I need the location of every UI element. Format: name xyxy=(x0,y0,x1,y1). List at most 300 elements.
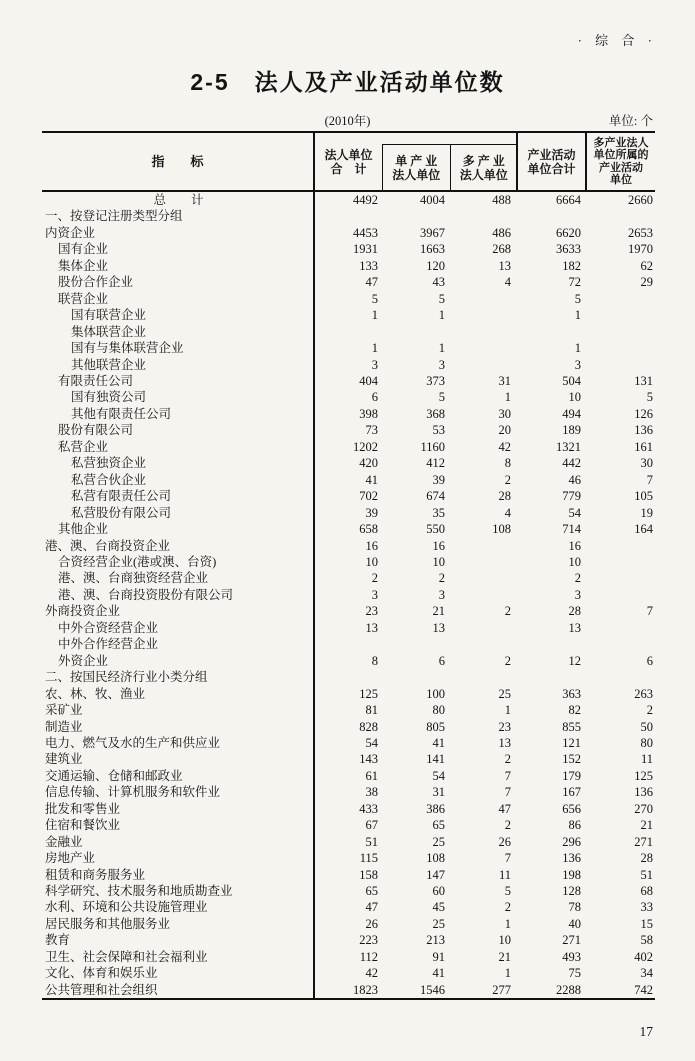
table-row xyxy=(42,653,655,669)
col-header-activity-units-of-multi: 多产业法人 单位所属的 产业活动 单位 xyxy=(593,136,649,186)
cell-activity-units-total: 271 xyxy=(562,933,581,948)
cell-activity-units-total: 72 xyxy=(568,275,581,290)
cell-activity-units-of-multi: 15 xyxy=(640,916,653,931)
cell-activity-units-of-multi: 105 xyxy=(634,489,653,504)
col-header-multi-industry-legal-units: 多 产 业 法人单位 xyxy=(450,145,518,190)
cell-activity-units-of-multi: 80 xyxy=(640,735,653,750)
cell-single-industry-legal-units: 368 xyxy=(426,406,445,421)
unit-note: 单位: 个 xyxy=(608,114,653,128)
cell-activity-units-total: 10 xyxy=(568,390,581,405)
row-label: 水利、环境和公共设施管理业 xyxy=(45,900,208,915)
section-corner-label: · 综 合 · xyxy=(577,33,657,48)
cell-single-industry-legal-units: 373 xyxy=(426,373,445,388)
cell-legal-units-total: 81 xyxy=(365,703,378,718)
cell-multi-industry-legal-units: 7 xyxy=(504,785,511,800)
cell-single-industry-legal-units: 43 xyxy=(432,275,445,290)
cell-activity-units-total: 54 xyxy=(568,505,581,520)
table-row xyxy=(42,357,655,373)
table-row xyxy=(42,340,655,356)
table-row xyxy=(42,916,655,932)
cell-activity-units-of-multi: 742 xyxy=(634,982,653,997)
cell-single-industry-legal-units: 39 xyxy=(432,472,445,487)
table-row xyxy=(42,965,655,981)
col-header-single-industry-legal-units: 单 产 业 法人单位 xyxy=(392,153,441,182)
table-row xyxy=(42,932,655,948)
cell-activity-units-total: 182 xyxy=(562,258,581,273)
cell-activity-units-of-multi: 164 xyxy=(634,522,653,537)
row-label: 国有与集体联营企业 xyxy=(71,341,184,356)
row-label: 农、林、牧、渔业 xyxy=(45,686,146,701)
cell-multi-industry-legal-units: 2 xyxy=(504,818,511,833)
cell-activity-units-of-multi: 21 xyxy=(640,818,653,833)
cell-activity-units-of-multi: 50 xyxy=(640,719,653,734)
table-row xyxy=(42,258,655,274)
row-label: 中外合作经营企业 xyxy=(58,637,159,652)
table-row xyxy=(42,784,655,800)
year-note: (2010年) xyxy=(324,114,371,128)
row-label: 中外合资经营企业 xyxy=(58,620,159,635)
row-label: 其他有限责任公司 xyxy=(71,406,172,421)
cell-legal-units-total: 1202 xyxy=(353,439,378,454)
cell-single-industry-legal-units: 100 xyxy=(426,686,445,701)
row-label: 私营企业 xyxy=(58,439,109,454)
row-label: 集体联营企业 xyxy=(71,324,147,339)
cell-multi-industry-legal-units: 2 xyxy=(504,653,511,668)
cell-legal-units-total: 26 xyxy=(365,916,378,931)
table-row xyxy=(42,982,655,998)
table-row xyxy=(42,883,655,899)
cell-activity-units-of-multi: 2653 xyxy=(628,225,653,240)
cell-multi-industry-legal-units: 25 xyxy=(498,686,511,701)
table-row xyxy=(42,834,655,850)
cell-activity-units-of-multi: 58 xyxy=(640,933,653,948)
cell-multi-industry-legal-units: 2 xyxy=(504,752,511,767)
row-label: 教育 xyxy=(45,933,71,948)
table-row xyxy=(42,455,655,471)
cell-legal-units-total: 65 xyxy=(365,884,378,899)
table-subhead xyxy=(42,111,653,129)
cell-legal-units-total: 10 xyxy=(365,554,378,569)
cell-legal-units-total: 23 xyxy=(365,604,378,619)
row-label: 内资企业 xyxy=(45,225,96,240)
cell-legal-units-total: 398 xyxy=(359,406,378,421)
cell-activity-units-of-multi: 7 xyxy=(646,604,653,619)
cell-multi-industry-legal-units: 1 xyxy=(504,966,511,981)
cell-activity-units-total: 1321 xyxy=(556,439,581,454)
cell-activity-units-total: 1 xyxy=(574,308,581,323)
cell-multi-industry-legal-units: 1 xyxy=(504,703,511,718)
cell-legal-units-total: 61 xyxy=(365,768,378,783)
cell-single-industry-legal-units: 10 xyxy=(432,554,445,569)
cell-legal-units-total: 51 xyxy=(365,834,378,849)
cell-legal-units-total: 73 xyxy=(365,423,378,438)
cell-multi-industry-legal-units: 5 xyxy=(504,884,511,899)
cell-single-industry-legal-units: 13 xyxy=(432,620,445,635)
cell-legal-units-total: 16 xyxy=(365,538,378,553)
cell-activity-units-total: 28 xyxy=(568,604,581,619)
row-label: 采矿业 xyxy=(45,703,83,718)
cell-multi-industry-legal-units: 1 xyxy=(504,916,511,931)
cell-single-industry-legal-units: 53 xyxy=(432,423,445,438)
table-row xyxy=(42,554,655,570)
cell-single-industry-legal-units: 6 xyxy=(438,653,445,668)
cell-activity-units-of-multi: 131 xyxy=(634,373,653,388)
row-label: 私营有限责任公司 xyxy=(71,489,172,504)
cell-multi-industry-legal-units: 4 xyxy=(504,275,511,290)
table-header xyxy=(42,131,655,192)
cell-activity-units-total: 16 xyxy=(568,538,581,553)
cell-single-industry-legal-units: 1 xyxy=(438,341,445,356)
cell-single-industry-legal-units: 1663 xyxy=(420,242,445,257)
row-label: 私营股份有限公司 xyxy=(71,505,172,520)
cell-activity-units-total: 179 xyxy=(562,768,581,783)
col-header-legal-units-total: 法人单位 合 计 xyxy=(324,147,373,176)
cell-legal-units-total: 133 xyxy=(359,258,378,273)
cell-activity-units-of-multi: 34 xyxy=(640,966,653,981)
cell-activity-units-of-multi: 125 xyxy=(634,768,653,783)
cell-legal-units-total: 42 xyxy=(365,966,378,981)
row-label: 集体企业 xyxy=(58,258,109,273)
cell-multi-industry-legal-units: 268 xyxy=(492,242,511,257)
row-label: 二、按国民经济行业小类分组 xyxy=(45,670,208,685)
cell-single-industry-legal-units: 25 xyxy=(432,834,445,849)
row-label: 港、澳、台商投资企业 xyxy=(45,538,171,553)
cell-legal-units-total: 223 xyxy=(359,933,378,948)
table-row xyxy=(42,636,655,652)
col-header-subgroup-box xyxy=(382,144,517,190)
table-row xyxy=(42,373,655,389)
cell-single-industry-legal-units: 41 xyxy=(432,735,445,750)
table-row xyxy=(42,291,655,307)
table-row xyxy=(42,686,655,702)
cell-legal-units-total: 1 xyxy=(371,308,378,323)
cell-single-industry-legal-units: 3967 xyxy=(420,225,445,240)
cell-single-industry-legal-units: 120 xyxy=(426,258,445,273)
cell-multi-industry-legal-units: 30 xyxy=(498,406,511,421)
row-label: 外商投资企业 xyxy=(45,604,121,619)
cell-activity-units-total: 128 xyxy=(562,884,581,899)
cell-legal-units-total: 8 xyxy=(371,653,378,668)
cell-single-industry-legal-units: 1546 xyxy=(420,982,445,997)
cell-activity-units-of-multi: 270 xyxy=(634,801,653,816)
cell-multi-industry-legal-units: 488 xyxy=(492,193,511,207)
table-row xyxy=(42,570,655,586)
row-label: 国有联营企业 xyxy=(71,308,147,323)
cell-single-industry-legal-units: 1160 xyxy=(420,439,445,454)
cell-single-industry-legal-units: 5 xyxy=(438,390,445,405)
row-label: 私营合伙企业 xyxy=(71,472,147,487)
cell-multi-industry-legal-units: 42 xyxy=(498,439,511,454)
cell-legal-units-total: 4453 xyxy=(353,225,378,240)
table-row xyxy=(42,735,655,751)
cell-single-industry-legal-units: 3 xyxy=(438,587,445,602)
cell-legal-units-total: 404 xyxy=(359,373,378,388)
cell-multi-industry-legal-units: 31 xyxy=(498,373,511,388)
row-label: 其他联营企业 xyxy=(71,357,147,372)
cell-activity-units-total: 5 xyxy=(574,291,581,306)
cell-legal-units-total: 143 xyxy=(359,752,378,767)
cell-legal-units-total: 47 xyxy=(365,900,378,915)
cell-multi-industry-legal-units: 8 xyxy=(504,456,511,471)
cell-multi-industry-legal-units: 13 xyxy=(498,258,511,273)
table-row xyxy=(42,867,655,883)
table-row xyxy=(42,406,655,422)
cell-activity-units-total: 136 xyxy=(562,851,581,866)
row-label: 私营独资企业 xyxy=(71,456,147,471)
table-row xyxy=(42,208,655,224)
row-label: 批发和零售业 xyxy=(45,801,121,816)
table-row xyxy=(42,274,655,290)
cell-activity-units-total: 442 xyxy=(562,456,581,471)
cell-single-industry-legal-units: 41 xyxy=(432,966,445,981)
table-row xyxy=(42,603,655,619)
cell-single-industry-legal-units: 1 xyxy=(438,308,445,323)
table-row xyxy=(42,768,655,784)
cell-activity-units-total: 189 xyxy=(562,423,581,438)
row-label: 房地产业 xyxy=(45,851,96,866)
cell-single-industry-legal-units: 60 xyxy=(432,884,445,899)
row-label: 居民服务和其他服务业 xyxy=(45,916,171,931)
body-divider-line xyxy=(313,192,315,998)
cell-single-industry-legal-units: 91 xyxy=(432,949,445,964)
cell-multi-industry-legal-units: 1 xyxy=(504,390,511,405)
table-row xyxy=(42,949,655,965)
col-header-indicator: 指 标 xyxy=(42,133,315,190)
cell-activity-units-total: 3633 xyxy=(556,242,581,257)
cell-single-industry-legal-units: 16 xyxy=(432,538,445,553)
cell-multi-industry-legal-units: 10 xyxy=(498,933,511,948)
cell-legal-units-total: 38 xyxy=(365,785,378,800)
row-label: 股份有限公司 xyxy=(58,423,134,438)
row-label: 国有企业 xyxy=(58,242,109,257)
cell-single-industry-legal-units: 674 xyxy=(426,489,445,504)
row-label: 港、澳、台商投资股份有限公司 xyxy=(58,587,234,602)
table-row xyxy=(42,620,655,636)
cell-legal-units-total: 39 xyxy=(365,505,378,520)
cell-activity-units-of-multi: 402 xyxy=(634,949,653,964)
cell-activity-units-of-multi: 7 xyxy=(646,472,653,487)
table-row xyxy=(42,587,655,603)
cell-multi-industry-legal-units: 108 xyxy=(492,522,511,537)
cell-legal-units-total: 433 xyxy=(359,801,378,816)
cell-multi-industry-legal-units: 20 xyxy=(498,423,511,438)
row-label: 交通运输、仓储和邮政业 xyxy=(45,768,183,783)
cell-single-industry-legal-units: 21 xyxy=(432,604,445,619)
cell-activity-units-of-multi: 263 xyxy=(634,686,653,701)
table-row xyxy=(42,538,655,554)
page-title: 2-5 法人及产业活动单位数 xyxy=(190,69,505,95)
cell-multi-industry-legal-units: 26 xyxy=(498,834,511,849)
cell-legal-units-total: 112 xyxy=(359,949,378,964)
cell-activity-units-total: 3 xyxy=(574,587,581,602)
cell-activity-units-of-multi: 271 xyxy=(634,834,653,849)
cell-multi-industry-legal-units: 21 xyxy=(498,949,511,964)
cell-single-industry-legal-units: 386 xyxy=(426,801,445,816)
cell-activity-units-total: 6620 xyxy=(556,225,581,240)
row-label: 外资企业 xyxy=(58,653,109,668)
cell-single-industry-legal-units: 31 xyxy=(432,785,445,800)
cell-single-industry-legal-units: 412 xyxy=(426,456,445,471)
cell-legal-units-total: 658 xyxy=(359,522,378,537)
cell-activity-units-total: 363 xyxy=(562,686,581,701)
cell-legal-units-total: 420 xyxy=(359,456,378,471)
cell-activity-units-of-multi: 33 xyxy=(640,900,653,915)
row-label: 科学研究、技术服务和地质勘查业 xyxy=(45,884,233,899)
row-label: 合资经营企业(港或澳、台资) xyxy=(58,554,217,569)
cell-activity-units-total: 3 xyxy=(574,357,581,372)
cell-multi-industry-legal-units: 11 xyxy=(498,867,511,882)
table-row xyxy=(42,719,655,735)
row-label: 电力、燃气及水的生产和供应业 xyxy=(45,735,221,750)
cell-activity-units-total: 13 xyxy=(568,620,581,635)
row-label: 股份合作企业 xyxy=(58,275,134,290)
table-row xyxy=(42,192,655,208)
row-label: 信息传输、计算机服务和软件业 xyxy=(45,785,221,800)
cell-single-industry-legal-units: 147 xyxy=(426,867,445,882)
table-row xyxy=(42,422,655,438)
cell-legal-units-total: 6 xyxy=(371,390,378,405)
cell-single-industry-legal-units: 213 xyxy=(426,933,445,948)
cell-legal-units-total: 158 xyxy=(359,867,378,882)
cell-multi-industry-legal-units: 4 xyxy=(504,505,511,520)
cell-activity-units-of-multi: 6 xyxy=(646,653,653,668)
cell-activity-units-total: 152 xyxy=(562,752,581,767)
cell-legal-units-total: 1931 xyxy=(353,242,378,257)
row-label: 住宿和餐饮业 xyxy=(45,818,121,833)
cell-legal-units-total: 67 xyxy=(365,818,378,833)
cell-activity-units-of-multi: 2 xyxy=(646,703,653,718)
cell-activity-units-total: 78 xyxy=(568,900,581,915)
table-row xyxy=(42,850,655,866)
cell-activity-units-total: 494 xyxy=(562,406,581,421)
cell-activity-units-total: 75 xyxy=(568,966,581,981)
cell-multi-industry-legal-units: 2 xyxy=(504,472,511,487)
row-label: 联营企业 xyxy=(58,291,109,306)
cell-activity-units-of-multi: 62 xyxy=(640,258,653,273)
cell-legal-units-total: 702 xyxy=(359,489,378,504)
cell-activity-units-total: 714 xyxy=(562,522,581,537)
cell-activity-units-total: 656 xyxy=(562,801,581,816)
cell-multi-industry-legal-units: 7 xyxy=(504,851,511,866)
cell-activity-units-of-multi: 29 xyxy=(640,275,653,290)
cell-activity-units-total: 10 xyxy=(568,554,581,569)
cell-multi-industry-legal-units: 7 xyxy=(504,768,511,783)
row-label: 有限责任公司 xyxy=(58,373,134,388)
cell-legal-units-total: 5 xyxy=(371,291,378,306)
cell-single-industry-legal-units: 25 xyxy=(432,916,445,931)
row-label: 制造业 xyxy=(45,719,83,734)
cell-activity-units-total: 1 xyxy=(574,341,581,356)
cell-activity-units-of-multi: 11 xyxy=(640,752,653,767)
row-label: 一、按登记注册类型分组 xyxy=(45,209,183,224)
cell-activity-units-total: 121 xyxy=(562,735,581,750)
cell-single-industry-legal-units: 35 xyxy=(432,505,445,520)
cell-single-industry-legal-units: 141 xyxy=(426,752,445,767)
cell-multi-industry-legal-units: 13 xyxy=(498,735,511,750)
cell-multi-industry-legal-units: 2 xyxy=(504,900,511,915)
cell-single-industry-legal-units: 550 xyxy=(426,522,445,537)
cell-multi-industry-legal-units: 486 xyxy=(492,225,511,240)
table-row xyxy=(42,439,655,455)
cell-activity-units-of-multi: 2660 xyxy=(628,193,653,207)
cell-activity-units-of-multi: 126 xyxy=(634,406,653,421)
row-label: 文化、体育和娱乐业 xyxy=(45,966,158,981)
cell-activity-units-total: 46 xyxy=(568,472,581,487)
cell-single-industry-legal-units: 5 xyxy=(438,291,445,306)
cell-activity-units-total: 855 xyxy=(562,719,581,734)
cell-multi-industry-legal-units: 28 xyxy=(498,489,511,504)
cell-legal-units-total: 1823 xyxy=(353,982,378,997)
cell-activity-units-of-multi: 68 xyxy=(640,884,653,899)
page-number: 17 xyxy=(639,1024,653,1039)
table-row xyxy=(42,241,655,257)
table-row xyxy=(42,801,655,817)
cell-activity-units-total: 504 xyxy=(562,373,581,388)
row-label: 总 计 xyxy=(153,193,204,207)
cell-activity-units-total: 198 xyxy=(562,867,581,882)
cell-activity-units-of-multi: 136 xyxy=(634,785,653,800)
cell-legal-units-total: 1 xyxy=(371,341,378,356)
cell-single-industry-legal-units: 108 xyxy=(426,851,445,866)
table-row xyxy=(42,389,655,405)
row-label: 建筑业 xyxy=(45,752,83,767)
table-row xyxy=(42,324,655,340)
table-row xyxy=(42,488,655,504)
cell-activity-units-total: 2288 xyxy=(556,982,581,997)
table-row xyxy=(42,307,655,323)
cell-single-industry-legal-units: 45 xyxy=(432,900,445,915)
cell-single-industry-legal-units: 3 xyxy=(438,357,445,372)
cell-multi-industry-legal-units: 47 xyxy=(498,801,511,816)
cell-legal-units-total: 13 xyxy=(365,620,378,635)
cell-activity-units-total: 493 xyxy=(562,949,581,964)
table-row xyxy=(42,225,655,241)
cell-legal-units-total: 4492 xyxy=(353,193,378,207)
cell-single-industry-legal-units: 80 xyxy=(432,703,445,718)
cell-legal-units-total: 828 xyxy=(359,719,378,734)
cell-legal-units-total: 41 xyxy=(365,472,378,487)
cell-activity-units-total: 167 xyxy=(562,785,581,800)
cell-legal-units-total: 125 xyxy=(359,686,378,701)
cell-legal-units-total: 3 xyxy=(371,587,378,602)
cell-activity-units-of-multi: 5 xyxy=(646,390,653,405)
row-label: 国有独资公司 xyxy=(71,390,147,405)
cell-activity-units-of-multi: 30 xyxy=(640,456,653,471)
table-row xyxy=(42,669,655,685)
cell-activity-units-total: 779 xyxy=(562,489,581,504)
cell-single-industry-legal-units: 4004 xyxy=(420,193,445,207)
cell-activity-units-of-multi: 28 xyxy=(640,851,653,866)
cell-multi-industry-legal-units: 23 xyxy=(498,719,511,734)
table-row xyxy=(42,817,655,833)
cell-activity-units-total: 12 xyxy=(568,653,581,668)
statistics-table xyxy=(42,131,655,1000)
cell-activity-units-total: 86 xyxy=(568,818,581,833)
col-header-activity-units-total: 产业活动 单位合计 xyxy=(518,133,587,190)
row-label: 其他企业 xyxy=(58,522,109,537)
table-row xyxy=(42,751,655,767)
cell-multi-industry-legal-units: 277 xyxy=(492,982,511,997)
cell-single-industry-legal-units: 65 xyxy=(432,818,445,833)
cell-activity-units-of-multi: 51 xyxy=(640,867,653,882)
cell-activity-units-total: 296 xyxy=(562,834,581,849)
cell-legal-units-total: 115 xyxy=(359,851,378,866)
cell-legal-units-total: 47 xyxy=(365,275,378,290)
table-row xyxy=(42,702,655,718)
table-row xyxy=(42,472,655,488)
cell-activity-units-of-multi: 1970 xyxy=(628,242,653,257)
table-body xyxy=(42,192,655,1000)
